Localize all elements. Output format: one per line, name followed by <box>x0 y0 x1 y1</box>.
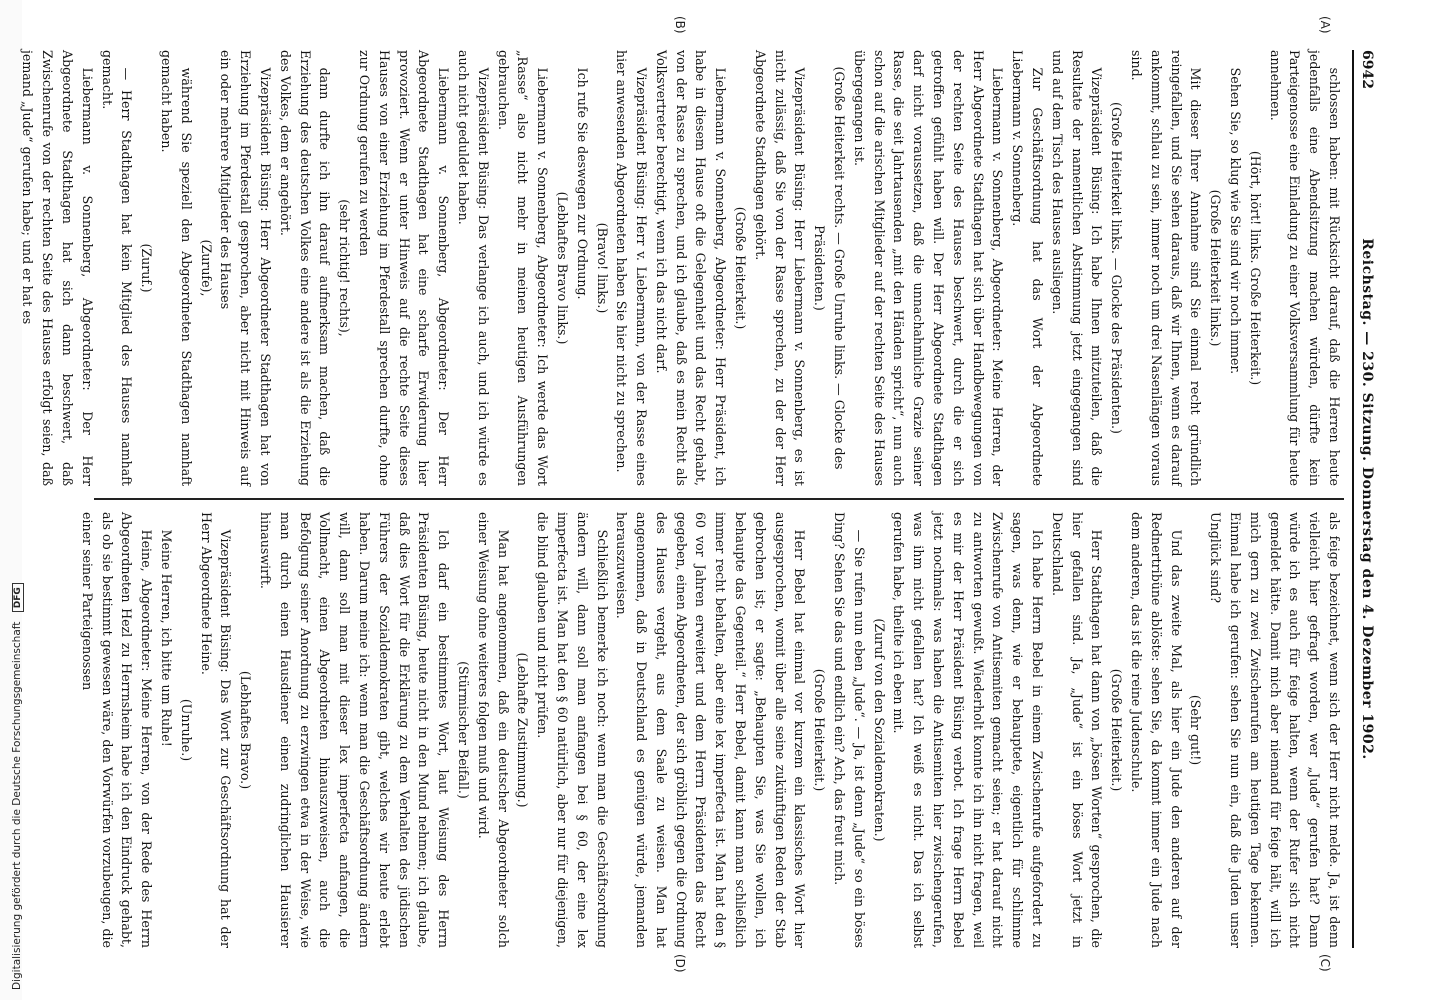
paragraph: Herr Stadthagen hat dann von „bösen Worten“ gesprochen, die hier gefallen sind. Ja, „Jude“ ist ein böses Wort jetzt in Deutschland. <box>1049 512 1105 948</box>
stage-direction: (Bravo! links.) <box>594 222 610 314</box>
paragraph: Man hat angenommen, daß ein deutscher Abgeordneter solch einer Weisung ohne weiteres folgen muß und wird. <box>475 512 511 948</box>
paragraph: Vizepräsident Büsing: Herr Abgeordneter Stadthagen hat von Erziehung im Pferdestall gesprochen, aber nicht mit Hinweis auf ein oder mehrere Mitglieder des Hauses <box>218 50 273 486</box>
right-column <box>79 512 1344 948</box>
paragraph: Herr Bebel hat einmal vor kurzem ein klassisches Wort hier ausgesprochen, womit über alle seine zukünftigen Reden der Stab gebrochen ist; er sagte: „Behaupten Sie, was Sie wollen, ich behaupte das Gegenteil.“ Herr Bebel, damit kann man schließlich immer recht behalten, aber eine lex imperfecta ist. Man hat den § 60 vor Jahren erweitert und dem Herrn Präsidenten das Recht gegeben, einen Abgeordneten, der sich gröblich gegen die Ordnung des Hauses vergeht, aus dem Saale zu weisen. Man hat angenommen, daß in Deutschland es genügen würde, jemanden herauszuweisen. <box>614 512 808 948</box>
running-head <box>1352 50 1378 948</box>
margin-marker-b: (B) <box>673 16 687 34</box>
paragraph: Meine Herren, ich bitte um Ruhe! <box>158 529 174 747</box>
stage-direction: (Zuruf von den Sozialdemokraten.) <box>871 618 887 842</box>
margin-marker-a: (A) <box>1318 16 1332 34</box>
stage-direction: (Große Heiterkeit rechts. — Große Unruhe links. — Glocke des Präsidenten.) <box>812 66 848 470</box>
paragraph: Liebermann v. Sonnenberg, Abgeordneter: Meine Herren, der Herr Abgeordnete Stadthagen hat sich über Handbewegungen von der rechten Seite des Hauses beschwert, durch die er sich getroffen gefühlt haben will. Der Herr Abgeordnete Stadthagen darf nicht voraussetzen, daß die unnachahmliche Grazie seiner Rasse, die seit Jahrtausenden „mit den Händen spricht“, nun auch schon auf die arischen Mitglieder auf der rechten Seite des Hauses übergegangen ist. <box>851 50 1006 486</box>
paragraph: Vizepräsident Büsing: Ich habe Ihnen mitzuteilen, daß die Resultate der namentlichen Abstimmung jetzt eingegangen sind und auf dem Tisch des Hauses ausliegen. <box>1049 50 1105 486</box>
stage-direction: (sehr richtig! rechts), <box>337 199 353 337</box>
paragraph: Ich rufe Sie deswegen zur Ordnung. <box>574 67 590 300</box>
stage-direction: (Große Heiterkeit links.) <box>1208 189 1224 347</box>
stage-direction: (Zuruf.) <box>139 243 155 293</box>
column-rule <box>94 498 1344 500</box>
paragraph: als feige bezeichnet, wenn sich der Herr nicht melde. Ja, ist denn vielleicht hier gefragt worden, wer „Jude“ gerufen hat? Dann würde ich es auch für feige halten, wenn der Rufer sich nicht gemeldet hätte. Damit mich aber niemand für feige hält, will ich mich gern zu zwei Zwischenrufen am heutigen Tage bekennen. Einmal habe ich gerufen: sehen Sie nun ein, daß die Juden unser Unglück sind? <box>1208 512 1342 948</box>
paragraph: Liebermann v. Sonnenberg, Abgeordneter: Herr Präsident, ich habe in diesem Hause oft die Gelegenheit und das Recht gehabt, von der Rasse zu sprechen, und ich glaube, daß es mein Recht als Volksvertreter berechtigt, wenn ich das nicht darf. <box>653 50 729 486</box>
paragraph: Mit dieser Ihrer Annahme sind Sie einmal recht gründlich reingefallen, und Sie sehen daraus, daß wir Ihnen, wenn es darauf ankommt, schlau zu sein, immer noch um drei Nasenlängen voraus sind. <box>1129 50 1204 486</box>
paragraph: Vizepräsident Büsing: Herr Liebermann v. Sonnenberg, es ist nicht zulässig, daß Sie von der Rasse sprechen, zu der der Herr Abgeordnete Stadthagen gehört. <box>752 50 808 486</box>
paragraph: Vizepräsident Büsing: Herr v. Liebermann, von der Rasse eines hier anwesenden Abgeordneten haben Sie hier nicht zu sprechen. <box>614 50 650 486</box>
left-column <box>20 50 1344 486</box>
paragraph: Liebermann v. Sonnenberg, Abgeordneter: Der Herr Abgeordnete Stadthagen hat sich dann beschwert, daß Zwischenrufe von der rechten Seite des Hauses erfolgt seien, daß jemand „Jude“ gerufen habe; und er hat es <box>20 50 95 486</box>
stage-direction: (Zurufe), <box>198 239 214 297</box>
stage-direction: (Große Heiterkeit.) <box>1109 668 1125 792</box>
stage-direction: (Sehr gut!) <box>1188 694 1204 766</box>
digitization-credit-text: Digitalisierung gefördert durch die Deutsche Forschungsgemeinschaft <box>11 621 23 990</box>
paragraph: Zur Geschäftsordnung hat das Wort der Abgeordnete Liebermann v. Sonnenberg. <box>1010 50 1046 486</box>
text-columns <box>20 16 1344 973</box>
paragraph: Sehen Sie, so klug wie Sie sind wir noch immer. <box>1228 67 1244 375</box>
stage-direction: (Unruhe.) <box>178 698 194 762</box>
paragraph: — Sie rufen nun eben „Jude“. — Ja, ist denn „Jude“ so ein böses Ding? Sehen Sie das und endlich ein? Ach, das freut mich. <box>832 512 867 948</box>
margin-marker-d: (D) <box>673 954 687 973</box>
paragraph: Ich darf ein bestimmtes Wort, laut Weisung des Herrn Präsidenten Büsing, heute nicht in den Mund nehmen; ich glaube, daß dies Wort für die Erklärung zu dem Verhalten des jüdischen Führers der Sozialdemokraten gibt, welches wir heute erlebt haben. Darum meine ich: wenn man die Geschäftsordnung ändern will, dann soll man mit dieser lex imperfecta anfangen, die Vollmacht, einen Abgeordneten hinauszuweisen, auch die Befolgung seiner Anordnung zu erzwingen etwa in der Weise, wie man durch einen Hausdiener einen zudringlichen Hausierer hinauswirft. <box>257 512 452 948</box>
running-head-title: Reichstag. — 230. Sitzung. Donnerstag den 4. Dezember 1902. <box>1359 238 1375 760</box>
stage-direction: (Lebhaftes Bravo links.) <box>554 191 570 345</box>
stage-direction: (Große Heiterkeit.) <box>812 668 828 792</box>
paragraph: Ich habe Herrn Bebel in einem Zwischenrufe aufgefordert zu sagen, was denn, wie er behauptete, eigentlich für schlimme Zwischenrufe von Antisemiten gemacht seien; er hat darauf nicht zu antworten gewußt. Wiederholt konnte ich ihn nicht fragen, weil es mir der Herr Präsident Büsing verbot. Ich frage Herrn Bebel jetzt nochmals: was haben die Antisemiten hier zwischengerufen, was ihm nicht gefallen hat? Ich weiß es nicht. Das ich selbst gerufen habe, theilte ich eben mit. <box>891 512 1046 948</box>
stage-direction: (Große Heiterkeit links. — Glocke des Präsidenten.) <box>1109 102 1125 434</box>
stage-direction: (Lebhaftes Bravo.) <box>238 670 254 790</box>
paragraph: — Herr Stadthagen hat kein Mitglied des Hauses namhaft gemacht. <box>99 50 135 486</box>
dfg-logo: DFG <box>12 583 24 612</box>
paragraph: Liebermann v. Sonnenberg, Abgeordneter: Ich werde das Wort „Rasse“ also nicht mehr in meinen heutigen Ausführungen gebrauchen. <box>495 50 551 486</box>
stage-direction: (Lebhafte Zustimmung.) <box>515 652 531 808</box>
paragraph: Vizepräsident Büsing: Das Wort zur Geschäftsordnung hat der Herr Abgeordnete Heine. <box>198 512 234 948</box>
paragraph: schlossen haben: mit Rücksicht darauf, daß die Herren heute jedenfalls eine Abendsitzung machen würden, dürfte kein Parteigenosse eine Einladung zu einer Volksversammlung für heute annehmen. <box>1267 50 1342 486</box>
paragraph: Vizepräsident Büsing: Das verlange ich auch, und ich würde es auch nicht geduldet haben. <box>455 50 491 486</box>
paragraph: Heine, Abgeordneter: Meine Herren, von der Rede des Herrn Abgeordneten Hezl zu Herrnsheim habe ich den Eindruck gehabt, als ob sie bestimmt gewesen wäre, den Vorwürfen vorzubeugen, die einer seiner Parteigenossen <box>79 512 155 948</box>
stage-direction: (Große Heiterkeit.) <box>733 206 749 330</box>
scanned-page <box>20 10 1400 988</box>
paragraph: während Sie speziell den Abgeordneten Stadthagen namhaft gemacht haben. <box>158 50 194 486</box>
stage-direction: (Stürmischer Beifall.) <box>455 661 471 799</box>
scanned-page-frame <box>20 10 1400 988</box>
paragraph: Schließlich bemerke ich noch: wenn man die Geschäftsordnung ändern will, dann soll man anfangen bei § 60, der eine lex imperfecta ist. Man hat den § 60 natürlich, aber nur für diejenigen, die blind glauben und nicht prüfen. <box>535 512 610 948</box>
stage-direction: (Hört, hört! links. Große Heiterkeit.) <box>1247 150 1263 386</box>
paragraph: dann durfte ich ihn darauf aufmerksam machen, daß die Erziehung des deutschen Volkes eine andere ist als die Erziehung des Volkes, dem er angehört. <box>277 50 333 486</box>
paragraph: Und das zweite Mal, als hier ein Jude den anderen auf der Rednertribüne ablöste: sehen Sie, da kommt immer ein Jude nach dem anderen, das ist die reine Judenschule. <box>1129 512 1184 948</box>
paragraph: Liebermann v. Sonnenberg, Abgeordneter: Der Herr Abgeordnete Stadthagen hat eine scharfe Erwiderung hier provoziert. Wenn er unter Hinweis auf die rechte Seite dieses Hauses von einer Erziehung im Pferdestall sprechen durfte, ohne zur Ordnung gerufen zu werden <box>356 50 452 486</box>
margin-marker-c: (C) <box>1318 954 1332 972</box>
page-number: 6942 <box>1359 50 1375 89</box>
